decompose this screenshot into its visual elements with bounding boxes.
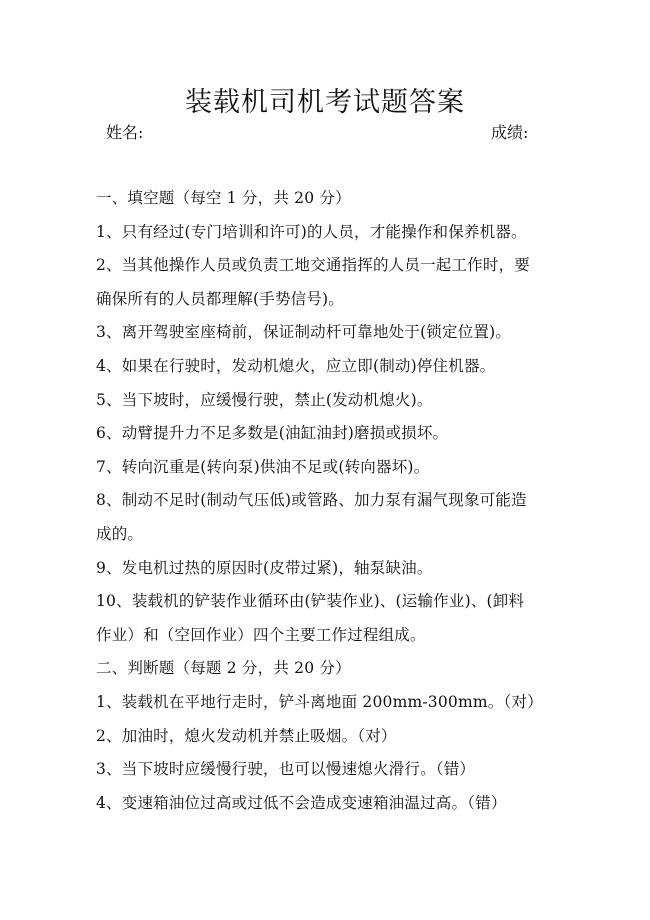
text-line: 6、动臂提升力不足多数是(油缸油封)磨损或损坏。 [96,424,449,443]
text-line: 10、装载机的铲装作业循环由(铲装作业)、(运输作业)、(卸料 [96,592,525,611]
text-line: 5、当下坡时，应缓慢行驶，禁止(发动机熄火)。 [96,390,433,409]
text-line: 3、离开驾驶室座椅前，保证制动杆可靠地处于(锁定位置)。 [96,323,512,342]
text-line: 成的。 [96,524,144,543]
text-line: 8、制动不足时(制动气压低)或管路、加力泵有漏气现象可能造 [96,491,527,510]
document-title: 装载机司机考试题答案 [185,87,465,118]
section-heading-true-false: 二、判断题（每题 2 分，共 20 分） [96,659,351,678]
text-line: 1、只有经过(专门培训和许可)的人员，才能操作和保养机器。 [96,222,527,241]
text-line: 3、当下坡时应缓慢行驶，也可以慢速熄火滑行。（错） [96,760,476,779]
name-label: 姓名: [106,123,144,142]
text-line: 确保所有的人员都理解(手势信号)。 [96,289,344,308]
text-line: 4、变速箱油位过高或过低不会造成变速箱油温过高。（错） [96,793,507,812]
section-heading-fill-in: 一、填空题（每空 1 分，共 20 分） [96,189,351,207]
score-label: 成绩: [491,123,529,142]
exam-content [96,186,566,824]
text-line: 1、装载机在平地行走时，铲斗离地面 200mm-300mm。（对） [96,692,543,711]
text-line: 7、转向沉重是(转向泵)供油不足或(转向器坏)。 [96,457,430,476]
text-line: 4、如果在行驶时，发动机熄火，应立即(制动)停住机器。 [96,356,496,375]
text-line: 9、发电机过热的原因时(皮带过紧)，轴泵缺油。 [96,558,433,577]
text-line: 作业）和（空回作业）四个主要工作过程组成。 [96,625,426,644]
text-line: 2、加油时，熄火发动机并禁止吸烟。（对） [96,726,397,745]
text-line: 2、当其他操作人员或负责工地交通指挥的人员一起工作时，要 [96,256,530,275]
